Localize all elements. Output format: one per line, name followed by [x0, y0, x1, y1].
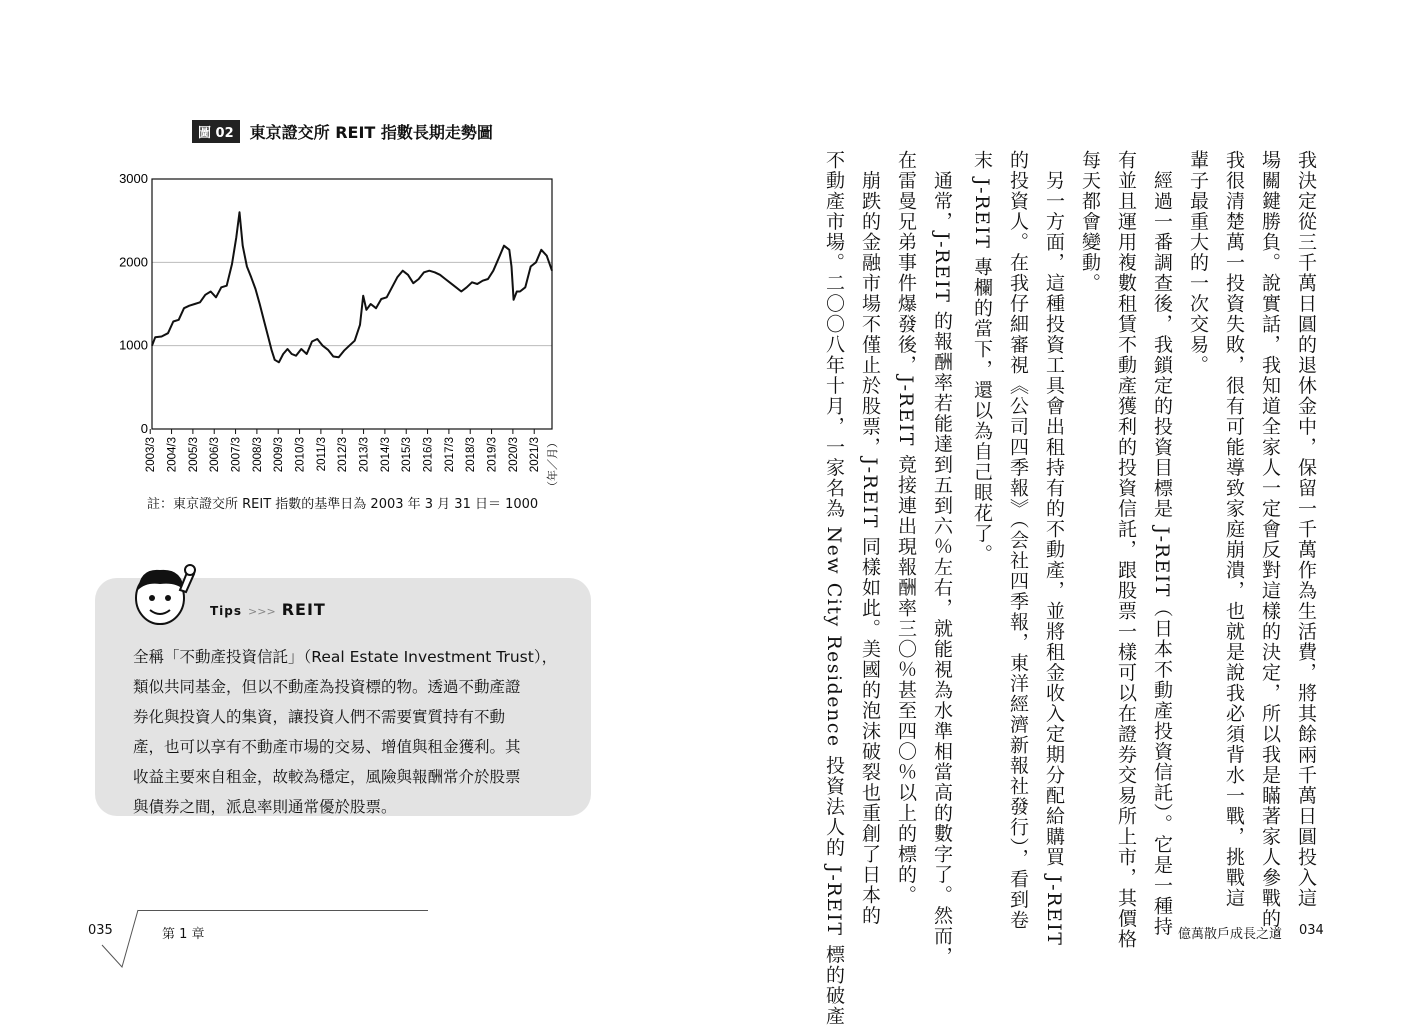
mascot-illustration: [130, 560, 200, 630]
figure-badge: 圖 02: [192, 120, 240, 143]
book-title: 億萬散戶成長之道: [1178, 927, 1283, 942]
figure-title: 東京證交所 REIT 指數長期走勢圖: [249, 123, 493, 142]
tips-line: 類似共同基金，但以不動產為投資標的物。透過不動產證: [133, 678, 521, 696]
x-tick-label: 2006/3: [209, 437, 222, 473]
figure-header: [192, 120, 493, 143]
x-tick-label: 2010/3: [294, 437, 307, 473]
tips-arrows: >>>: [248, 605, 276, 618]
body-column: 另一方面，這種投資工具會出租持有的不動產，並將租金收入定期分配給購買 J-REIT: [1043, 150, 1065, 947]
body-column: 我很清楚萬一投資失敗，很有可能導致家庭崩潰，也就是說我必須背水一戰，挑戰這: [1223, 150, 1245, 909]
footer-rule: [138, 910, 428, 911]
x-tick-label: 2005/3: [187, 437, 200, 473]
series-line: [152, 212, 552, 362]
reit-index-chart: [100, 165, 570, 500]
y-tick-label: 2000: [119, 254, 148, 270]
tips-text: [133, 642, 573, 822]
x-tick-label: 2008/3: [251, 437, 264, 473]
tips-label: Tips: [210, 604, 243, 618]
body-column: 通常，J-REIT 的報酬率若能達到五到六％左右，就能視為水準相當高的數字了。然而，: [931, 150, 953, 967]
x-tick-label: 2012/3: [337, 437, 350, 473]
tips-line: 收益主要來自租金，故較為穩定，風險與報酬常介於股票: [133, 768, 521, 786]
x-tick-label: 2019/3: [486, 437, 499, 473]
left-page-number: 035: [88, 923, 113, 938]
body-column: 不動產市場。二〇〇八年十月，一家名為 New City Residence 投資法人的 J-REIT 標的破產: [823, 150, 845, 1026]
x-tick-label: 2015/3: [401, 437, 414, 473]
tips-title: REIT: [281, 600, 326, 619]
y-tick-label: 3000: [119, 171, 148, 186]
x-tick-label: 2020/3: [507, 437, 520, 473]
x-tick-label: 2018/3: [465, 437, 478, 473]
x-tick-label: 2016/3: [422, 437, 435, 473]
x-tick-label: 2004/3: [166, 437, 179, 473]
body-column: 崩跌的金融市場不僅止於股票，J-REIT 同樣如此。美國的泡沫破裂也重創了日本的: [859, 150, 881, 926]
right-page-number: 034: [1299, 923, 1324, 938]
x-axis-unit: （年／月）: [546, 437, 559, 492]
body-column: 每天都會變動。: [1079, 150, 1101, 294]
x-tick-label: 2011/3: [315, 437, 328, 472]
body-column: 的投資人。在我仔細審視《公司四季報》（会社四季報，東洋經濟新報社發行），看到卷: [1007, 150, 1029, 931]
tips-line: 券化與投資人的集資，讓投資人們不需要實質持有不動: [133, 708, 506, 726]
figure-note: 註：東京證交所 REIT 指數的基準日為 2003 年 3 月 31 日＝ 1000: [147, 497, 539, 512]
body-column: 我決定從三千萬日圓的退休金中，保留一千萬作為生活費，將其餘兩千萬日圓投入這: [1295, 150, 1317, 909]
x-tick-label: 2017/3: [443, 437, 456, 473]
plot-frame: [152, 179, 552, 429]
chapter-label: 第 1 章: [162, 927, 205, 942]
body-column: 輩子最重大的一次交易。: [1187, 150, 1209, 376]
x-tick-label: 2014/3: [379, 437, 392, 473]
tips-line: 與債券之間，派息率則通常優於股票。: [133, 798, 397, 816]
x-tick-label: 2021/3: [529, 437, 542, 473]
tips-line: 產，也可以享有不動產市場的交易、增值與租金獲利。其: [133, 738, 521, 756]
x-tick-label: 2007/3: [230, 437, 243, 473]
body-column: 場關鍵勝負。說實話，我知道全家人一定會反對這樣的決定，所以我是瞞著家人參戰的。: [1259, 150, 1281, 950]
x-tick-label: 2003/3: [145, 437, 158, 473]
tips-header: [210, 600, 326, 619]
y-tick-label: 1000: [119, 337, 148, 353]
tips-line: 全稱「不動產投資信託」（Real Estate Investment Trust），: [133, 648, 558, 666]
chart-svg: [100, 165, 570, 500]
body-column: 在雷曼兄弟事件爆發後，J-REIT 竟接連出現報酬率三〇％甚至四〇％以上的標的。: [895, 150, 917, 906]
x-tick-label: 2009/3: [273, 437, 286, 473]
x-tick-label: 2013/3: [358, 437, 371, 473]
body-column: 有並且運用複數租賃不動產獲利的投資信託，跟股票一樣可以在證券交易所上市，其價格: [1115, 150, 1137, 950]
y-tick-label: 0: [140, 421, 148, 436]
body-column: 經過一番調查後，我鎖定的投資目標是 J-REIT（日本不動產投資信託）。它是一種持: [1151, 150, 1173, 937]
body-column: 末 J-REIT 專欄的當下，還以為自己眼花了。: [971, 150, 993, 565]
